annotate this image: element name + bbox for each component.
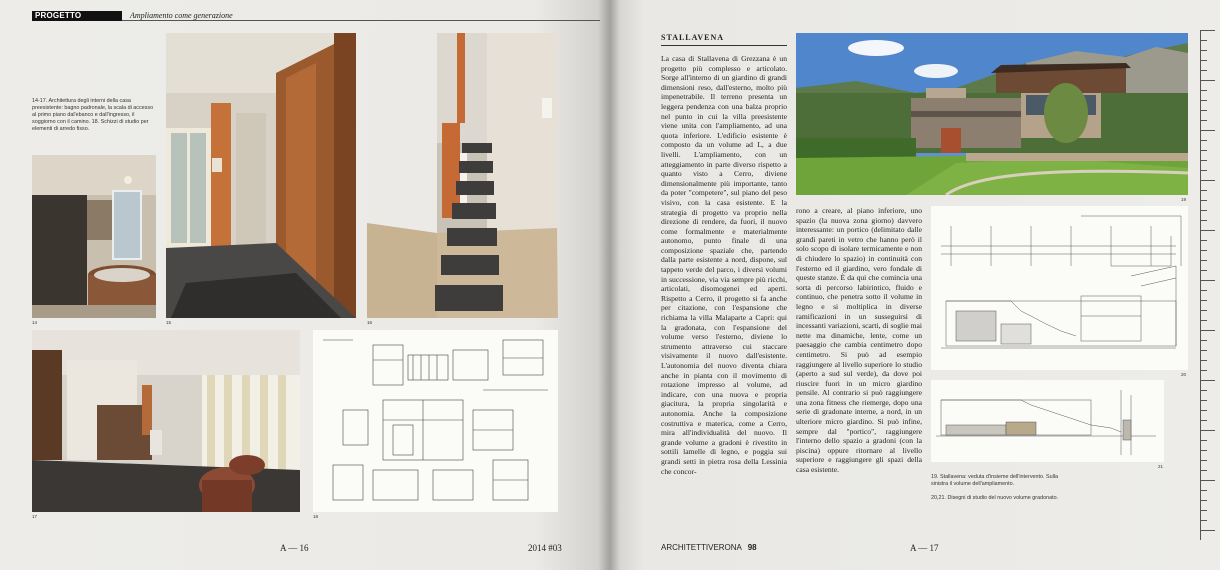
ruler-tick — [1201, 470, 1207, 471]
caption-figures-14-18: 14-17. Architettura degli interni della casa preesistente: bagno padronale, la scala di accesso al primo piano dal'ebanco e dall'ingresso, il soggiorno con il camino. 18. Schizzi di studio per elementi di arredo fisso. — [32, 98, 154, 132]
ruler-tick — [1201, 290, 1207, 291]
ruler-tick — [1201, 200, 1207, 201]
figure-number-19: 19 — [1181, 197, 1187, 202]
ruler-tick — [1201, 40, 1207, 41]
figure-number-20: 20 — [1181, 372, 1187, 377]
ruler-tick — [1201, 440, 1207, 441]
ruler-tick — [1201, 390, 1207, 391]
magazine-issue: 98 — [747, 543, 757, 552]
ruler-tick — [1201, 60, 1207, 61]
section-tag: PROGETTO — [32, 11, 122, 21]
ruler-tick — [1201, 530, 1215, 531]
ruler-tick — [1201, 460, 1207, 461]
ruler-tick — [1201, 480, 1215, 481]
ruler-tick — [1201, 210, 1207, 211]
ruler-tick — [1201, 250, 1207, 251]
ruler-tick — [1201, 110, 1207, 111]
ruler-tick — [1201, 120, 1207, 121]
caption-figures-20-21: 20,21. Disegni di studio del nuovo volume gradonato. — [931, 495, 1059, 501]
ruler-tick — [1201, 320, 1207, 321]
ruler-tick — [1201, 430, 1215, 431]
ruler-tick — [1201, 140, 1207, 141]
ruler-tick — [1201, 150, 1207, 151]
ruler-tick — [1201, 30, 1215, 31]
ruler-tick — [1201, 90, 1207, 91]
drawing-furniture-sketches — [313, 330, 558, 512]
ruler-tick — [1201, 190, 1207, 191]
ruler-tick — [1201, 300, 1207, 301]
photo-living-room — [32, 330, 300, 512]
ruler-tick — [1201, 230, 1215, 231]
figure-number-18: 18 — [313, 514, 319, 519]
ruler-tick — [1201, 280, 1215, 281]
magazine-title: ARCHITETTIVERONA — [661, 543, 742, 552]
ruler-tick — [1201, 500, 1207, 501]
drawing-elevation-21 — [931, 380, 1164, 462]
figure-number-15: 15 — [166, 320, 172, 325]
ruler-tick — [1201, 310, 1207, 311]
ruler-tick — [1201, 490, 1207, 491]
ruler-tick — [1201, 410, 1207, 411]
photo-bathroom — [32, 155, 156, 318]
magazine-name — [661, 543, 757, 552]
drawing-section-20 — [931, 206, 1188, 370]
ruler-tick — [1201, 180, 1215, 181]
text-column-2: rono a creare, al piano inferiore, uno spazio (la nuova zona giorno) davvero interessante: un portico (delimitato dalle grandi pareti in vetro che hanno però il solo scopo di isolare termicamente e non di chiudere lo spazio) in continuità con l'esterno ed il giardino, vero fondale di queste stanze. È da qui che comincia una sorta di percorso labirintico, fluido e continuo, che penetra sotto il volume in legno e si moltiplica in diverse ramificazioni in un susseguirsi di incessanti variazioni, scarti, di soglie mai nette ma dinamiche, lente, come un paesaggio che cambia centimetro dopo centimetro. Si può ad esempio raggiungere al livello superiore lo studio (aperto a sud sul verde), da dove poi riuscire fuori in un micro giardino pensile. Al contrario si può raggiungere una zona fitness che riemerge, dopo una serie di gradonate interne, a nord, in un ulteriore micro giardino. Si può infine, sempre dal "portico", raggiungere l'interno dello spazio a gradoni (con la piscina) oppure ritornare al livello superiore e raggiungere gli spazi della casa esistente. — [796, 206, 922, 475]
ruler-tick — [1201, 420, 1207, 421]
ruler-tick — [1201, 240, 1207, 241]
ruler-tick — [1201, 340, 1207, 341]
ruler-tick — [1201, 260, 1207, 261]
margin-ruler — [1200, 30, 1220, 540]
caption-figure-19: 19. Stallavena: veduta d'insieme dell'intervento. Sulla sinistra il volume dell'ampliamento. — [931, 474, 1059, 487]
issue-number-left: 2014 #03 — [528, 543, 562, 553]
ruler-tick — [1201, 360, 1207, 361]
ruler-tick — [1201, 50, 1207, 51]
ruler-tick — [1201, 450, 1207, 451]
page-number-left: A — 16 — [280, 543, 309, 553]
figure-number-21: 21 — [1158, 464, 1164, 469]
ruler-tick — [1201, 520, 1207, 521]
figure-number-16: 16 — [367, 320, 373, 325]
ruler-tick — [1201, 130, 1215, 131]
header-rule — [122, 20, 600, 21]
ruler-tick — [1201, 370, 1207, 371]
photo-entrance-stair — [166, 33, 356, 318]
ruler-tick — [1201, 350, 1207, 351]
ruler-tick — [1201, 400, 1207, 401]
ruler-tick — [1201, 80, 1215, 81]
section-title-stallavena: STALLAVENA — [661, 33, 787, 46]
figure-number-17: 17 — [32, 514, 38, 519]
photo-corridor-stairs — [367, 33, 558, 318]
ruler-tick — [1201, 380, 1215, 381]
ruler-tick — [1201, 100, 1207, 101]
ruler-tick — [1201, 330, 1215, 331]
photo-exterior-view — [796, 33, 1188, 195]
ruler-tick — [1201, 270, 1207, 271]
ruler-tick — [1201, 70, 1207, 71]
ruler-tick — [1201, 220, 1207, 221]
page-number-right: A — 17 — [910, 543, 939, 553]
ruler-tick — [1201, 160, 1207, 161]
ruler-tick — [1201, 170, 1207, 171]
article-subtitle: Ampliamento come generazione — [130, 11, 233, 20]
ruler-tick — [1201, 510, 1207, 511]
text-column-1: La casa di Stallavena di Grezzana è un progetto più complesso e articolato. Sorge all'interno di un giardino di grandi dimensioni reso, dall'esterno, molto più impenetrabile. Il terreno presenta un leggera pendenza con una balza proprio nel punto in cui la villa preesistente viene unita con l'ampliamento, ad una quota inferiore. L'edificio esistente è composto da un volume ad L, a due livelli. L'ampliamento, con un atteggiamento in parte diverso rispetto a quanto visto a Cerro, diviene dimensionalmente più importante, tanto da poter "competere", sul piano del peso visivo, con la casa esistente. E la strategia di progetto va proprio nella direzione di rendere, da fuori, il nuovo come formalmente e materialmente autonomo, punto finale di una composizione spaziale che, partendo dalla parte esistente a nord, dispone, sul tappeto verde del parco, i diversi volumi in successione, via via sempre più ricchi, articolati, disomogenei ed aperti. Rispetto a Cerro, il progetto si fa anche per citazione, con l'espansione che richiama la villa Malaparte a Capri: qui la gradonata, con l'espansione del volume verso l'esterno, diviene lo strumento attraverso cui staccare visivamente il nuovo dall'esistente. L'autonomia del nuovo diventa chiara anche in pianta con il movimento di rotazione impresso al volume, ad indicare, con una nuova e propria giacitura, la propria singolarità e autonomia. Anche la composizione costruttiva e materica, come a Cerro, mira all'individualità del nuovo. Il grande volume a gradoni è rivestito in sottili lamelle di legno, e poggia sui grandi setti in pietra rosa della Lessinia che concor- — [661, 54, 787, 476]
figure-number-14: 14 — [32, 320, 38, 325]
spine-gutter — [598, 0, 620, 570]
